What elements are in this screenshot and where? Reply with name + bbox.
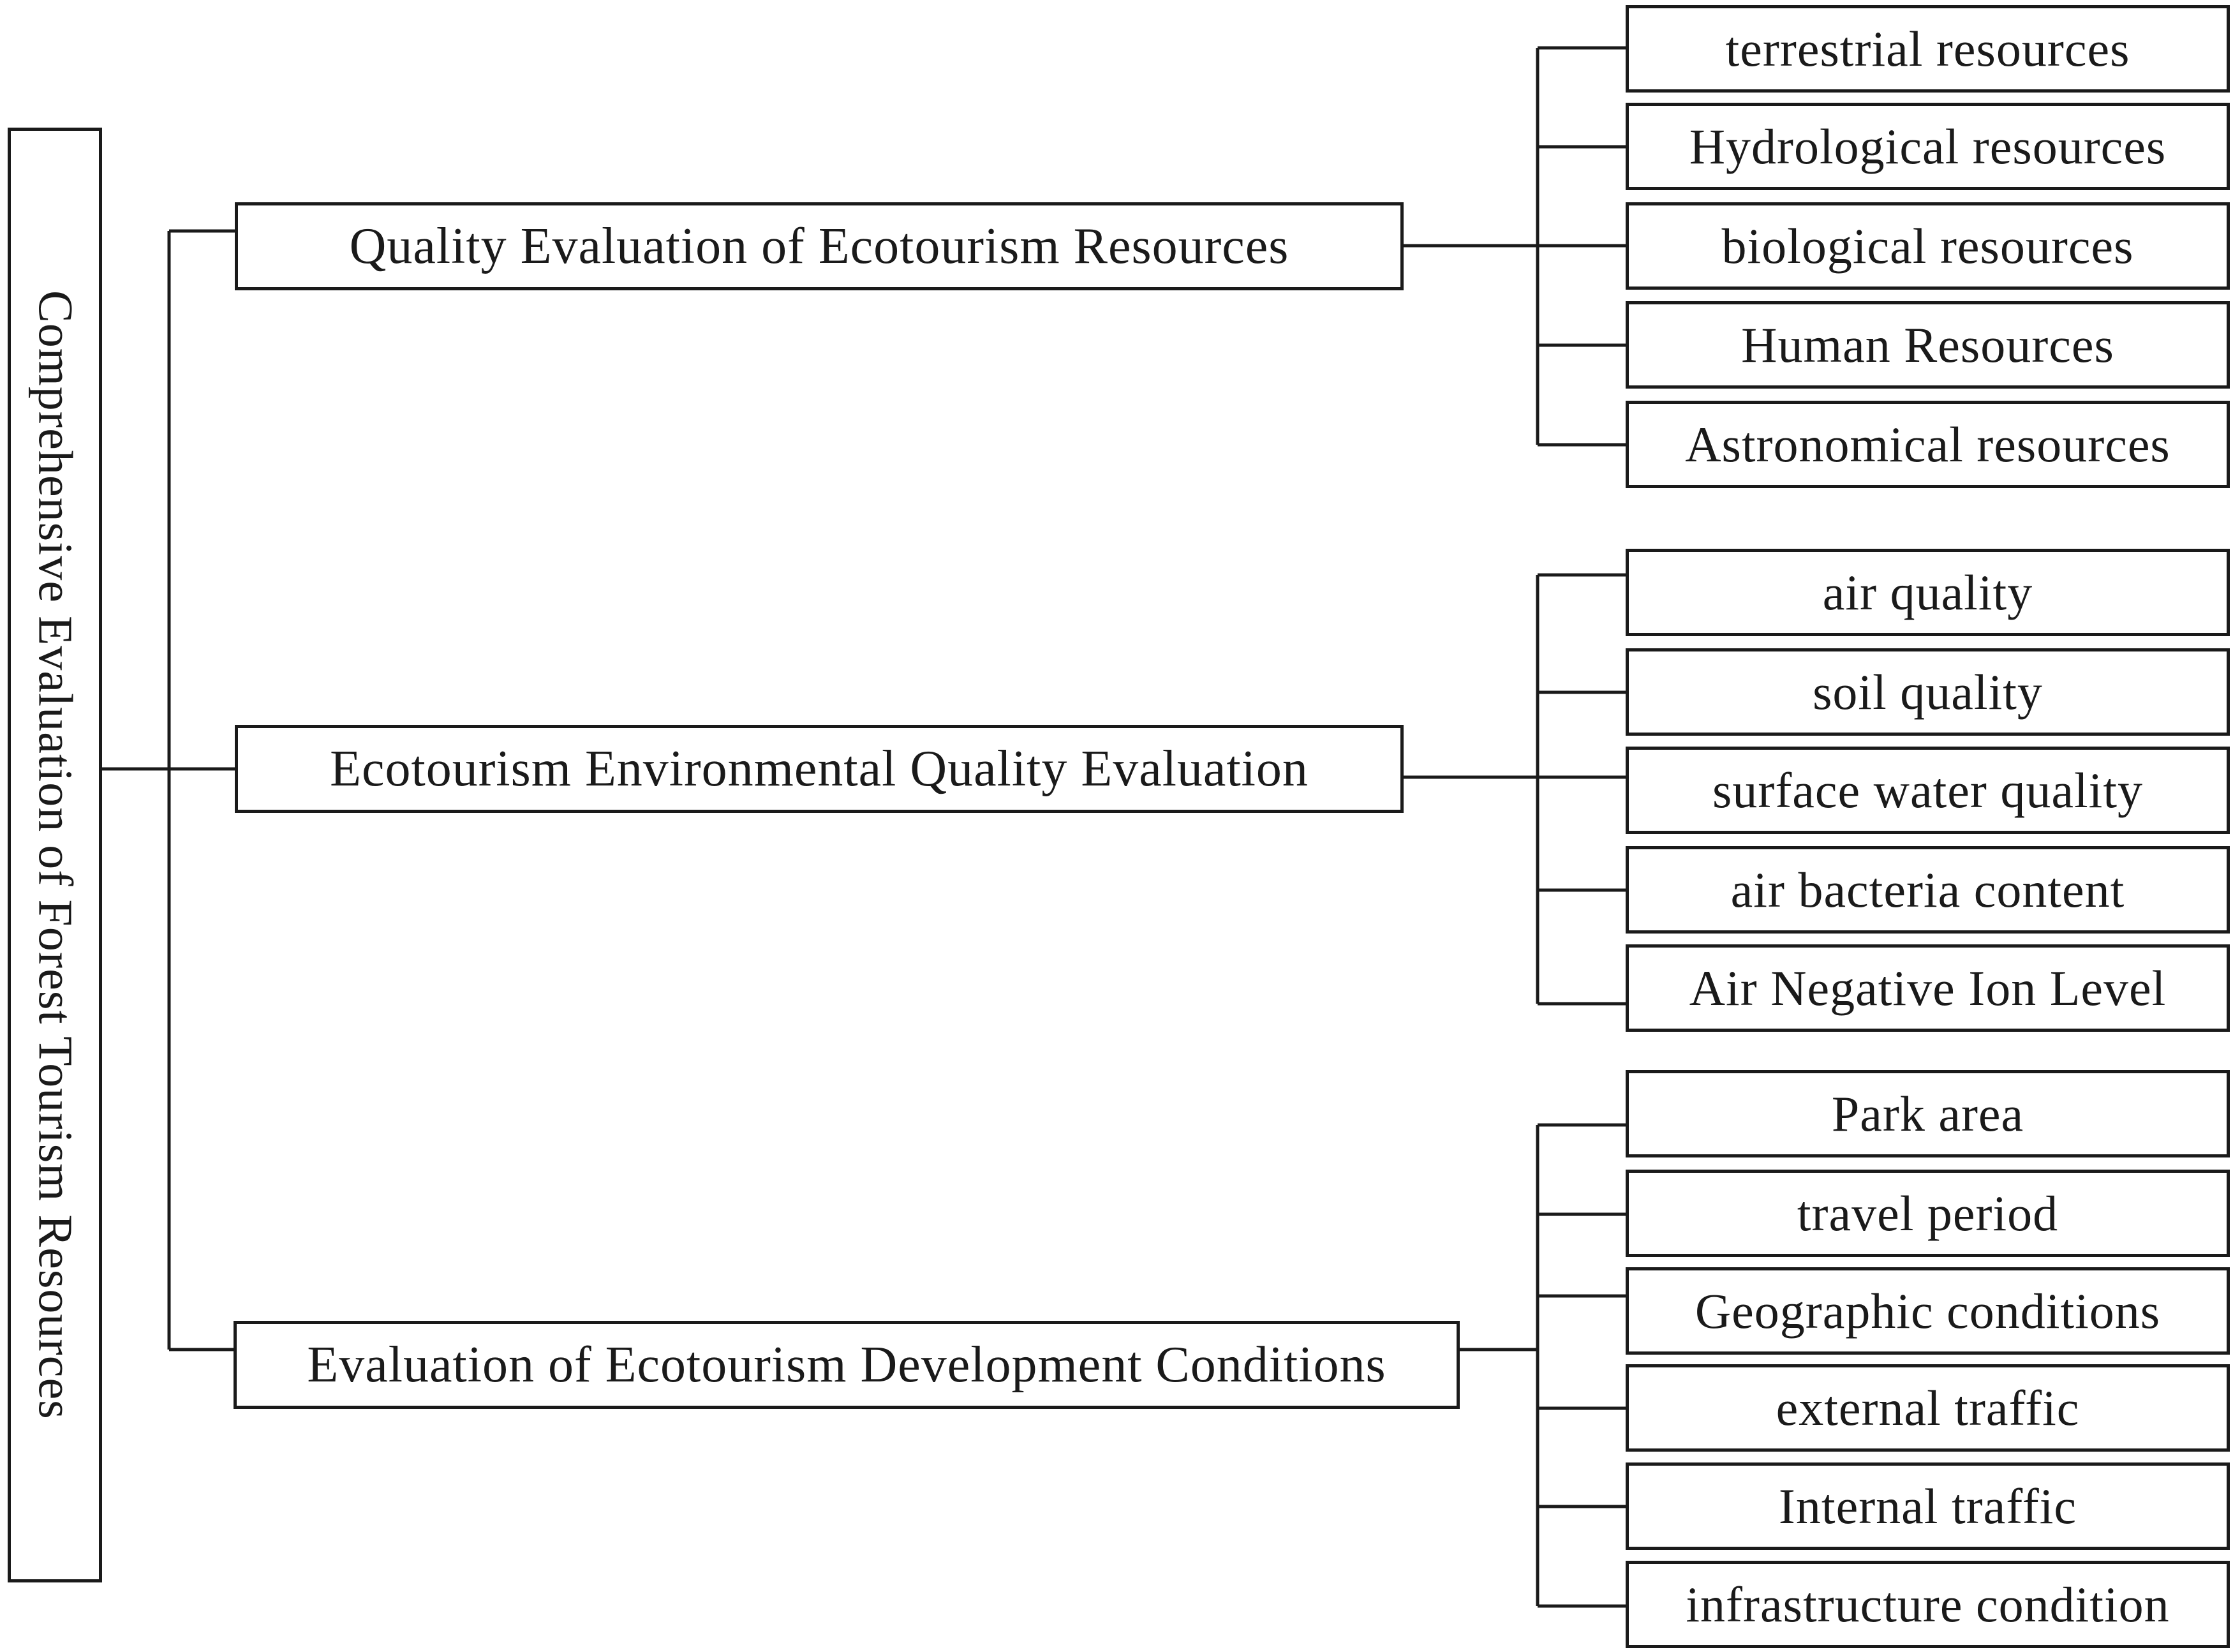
category-node-resource-quality [235,202,1404,290]
category-label: Evaluation of Ecotourism Development Conditions [307,1336,1386,1393]
leaf-node [1626,1070,2230,1157]
leaf-label: Internal traffic [1778,1478,2077,1534]
leaf-label: external traffic [1776,1380,2080,1436]
root-label: Comprehensive Evaluation of Forest Tourism Resources [28,290,82,1420]
leaf-label: terrestrial resources [1725,20,2130,77]
leaf-node [1626,747,2230,834]
leaf-label: surface water quality [1712,762,2143,818]
leaf-node [1626,103,2230,190]
category-label: Ecotourism Environmental Quality Evaluation [330,740,1309,797]
leaf-node [1626,301,2230,389]
leaf-node [1626,549,2230,636]
leaf-node [1626,401,2230,488]
leaf-label: air bacteria content [1730,861,2125,918]
leaf-label: Human Resources [1741,316,2114,373]
leaf-label: travel period [1797,1185,2059,1241]
leaf-node [1626,846,2230,934]
category-node-development-conditions [234,1321,1460,1409]
leaf-label: Air Negative Ion Level [1689,960,2167,1016]
leaf-label: Park area [1831,1085,2024,1142]
leaf-label: Geographic conditions [1695,1283,2161,1339]
leaf-label: infrastructure condition [1686,1576,2170,1632]
leaf-label: soil quality [1813,664,2043,720]
leaf-node [1626,648,2230,736]
leaf-node [1626,1561,2230,1648]
category-label: Quality Evaluation of Ecotourism Resources [349,218,1289,274]
leaf-node [1626,1267,2230,1355]
category-node-environmental-quality [235,725,1404,813]
leaf-node [1626,944,2230,1032]
leaf-label: biological resources [1721,218,2134,274]
root-node [8,128,102,1582]
leaf-label: air quality [1822,564,2033,620]
leaf-node [1626,1364,2230,1452]
leaf-label: Hydrological resources [1689,118,2167,174]
leaf-node [1626,1170,2230,1257]
leaf-node [1626,202,2230,290]
leaf-label: Astronomical resources [1685,416,2170,472]
leaf-node [1626,5,2230,93]
leaf-node [1626,1462,2230,1550]
